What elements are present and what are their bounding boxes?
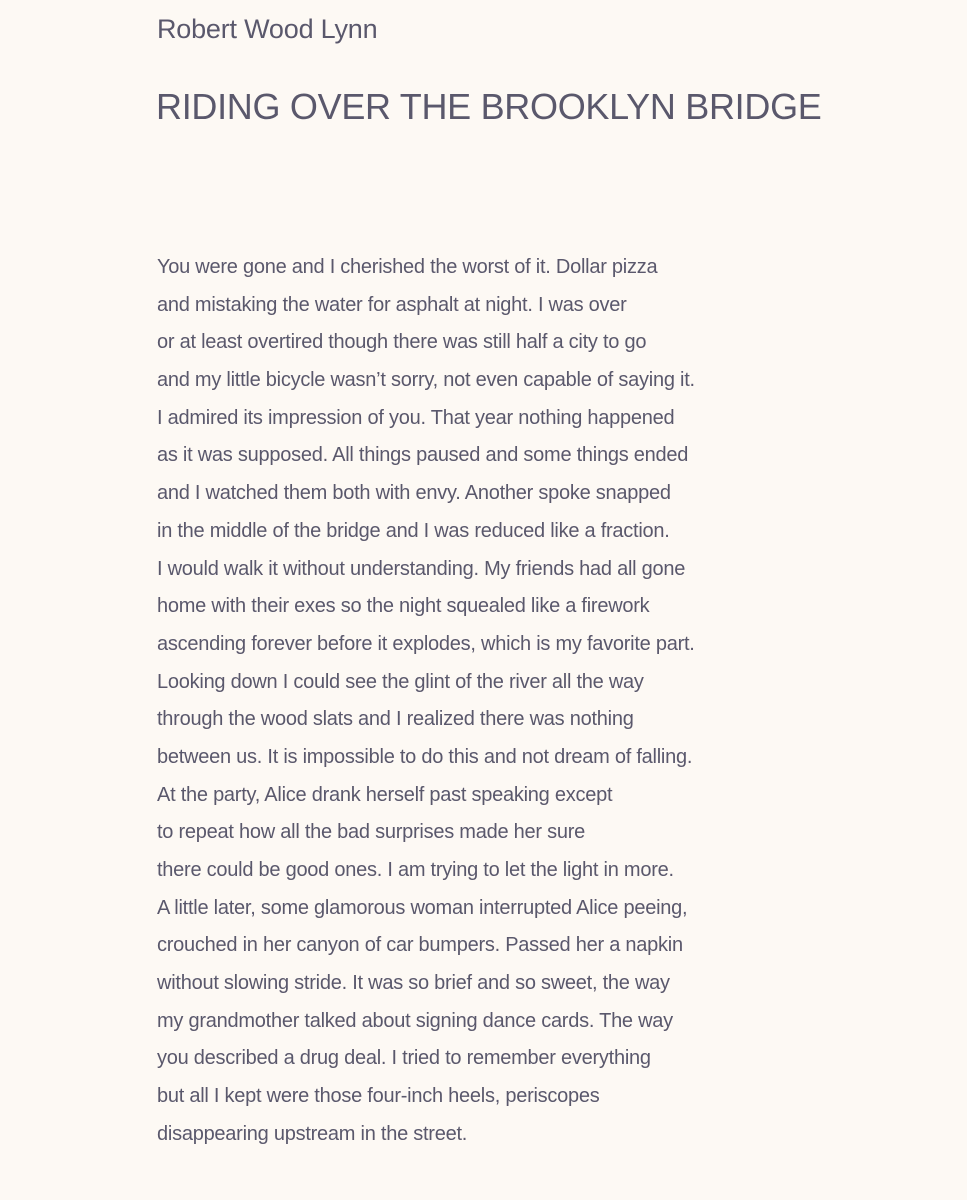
poem-line: without slowing stride. It was so brief and so sweet, the way [157,972,670,995]
poem-line: to repeat how all the bad surprises made her sure [157,821,585,844]
poem-line: my grandmother talked about signing dance cards. The way [157,1009,673,1032]
poem-line: home with their exes so the night squealed like a firework [157,595,650,618]
poem-line: but all I kept were those four-inch heels, periscopes [157,1085,600,1108]
poem-line: and I watched them both with envy. Another spoke snapped [157,482,671,505]
poem-body [157,249,695,1154]
poem-line: A little later, some glamorous woman interrupted Alice peeing, [157,896,688,919]
poem-line: I admired its impression of you. That year nothing happened [157,406,675,429]
poem-line: through the wood slats and I realized there was nothing [157,708,634,731]
poem-line: there could be good ones. I am trying to let the light in more. [157,859,674,881]
poem-line: crouched in her canyon of car bumpers. Passed her a napkin [157,934,683,957]
poem-line: and mistaking the water for asphalt at night. I was over [157,293,627,316]
poem-line: you described a drug deal. I tried to remember everything [157,1047,651,1070]
poem-line: Looking down I could see the glint of the river all the way [157,670,644,693]
poem-line: or at least overtired though there was still half a city to go [157,331,647,354]
poem-line: disappearing upstream in the street. [157,1122,468,1145]
poem-line: and my little bicycle wasn’t sorry, not even capable of saying it. [157,369,695,392]
poem-title: RIDING OVER THE BROOKLYN BRIDGE [156,86,822,127]
poem-line: I would walk it without understanding. My friends had all gone [157,557,686,580]
poem-line: At the party, Alice drank herself past speaking except [157,783,613,806]
author-name: Robert Wood Lynn [157,14,378,44]
poem-line: as it was supposed. All things paused and some things ended [157,444,689,467]
poem-line: in the middle of the bridge and I was reduced like a fraction. [157,519,670,542]
poem-line: You were gone and I cherished the worst of it. Dollar pizza [157,256,658,278]
poem-line: ascending forever before it explodes, which is my favorite part. [157,632,695,655]
poem-line: between us. It is impossible to do this and not dream of falling. [157,745,693,768]
